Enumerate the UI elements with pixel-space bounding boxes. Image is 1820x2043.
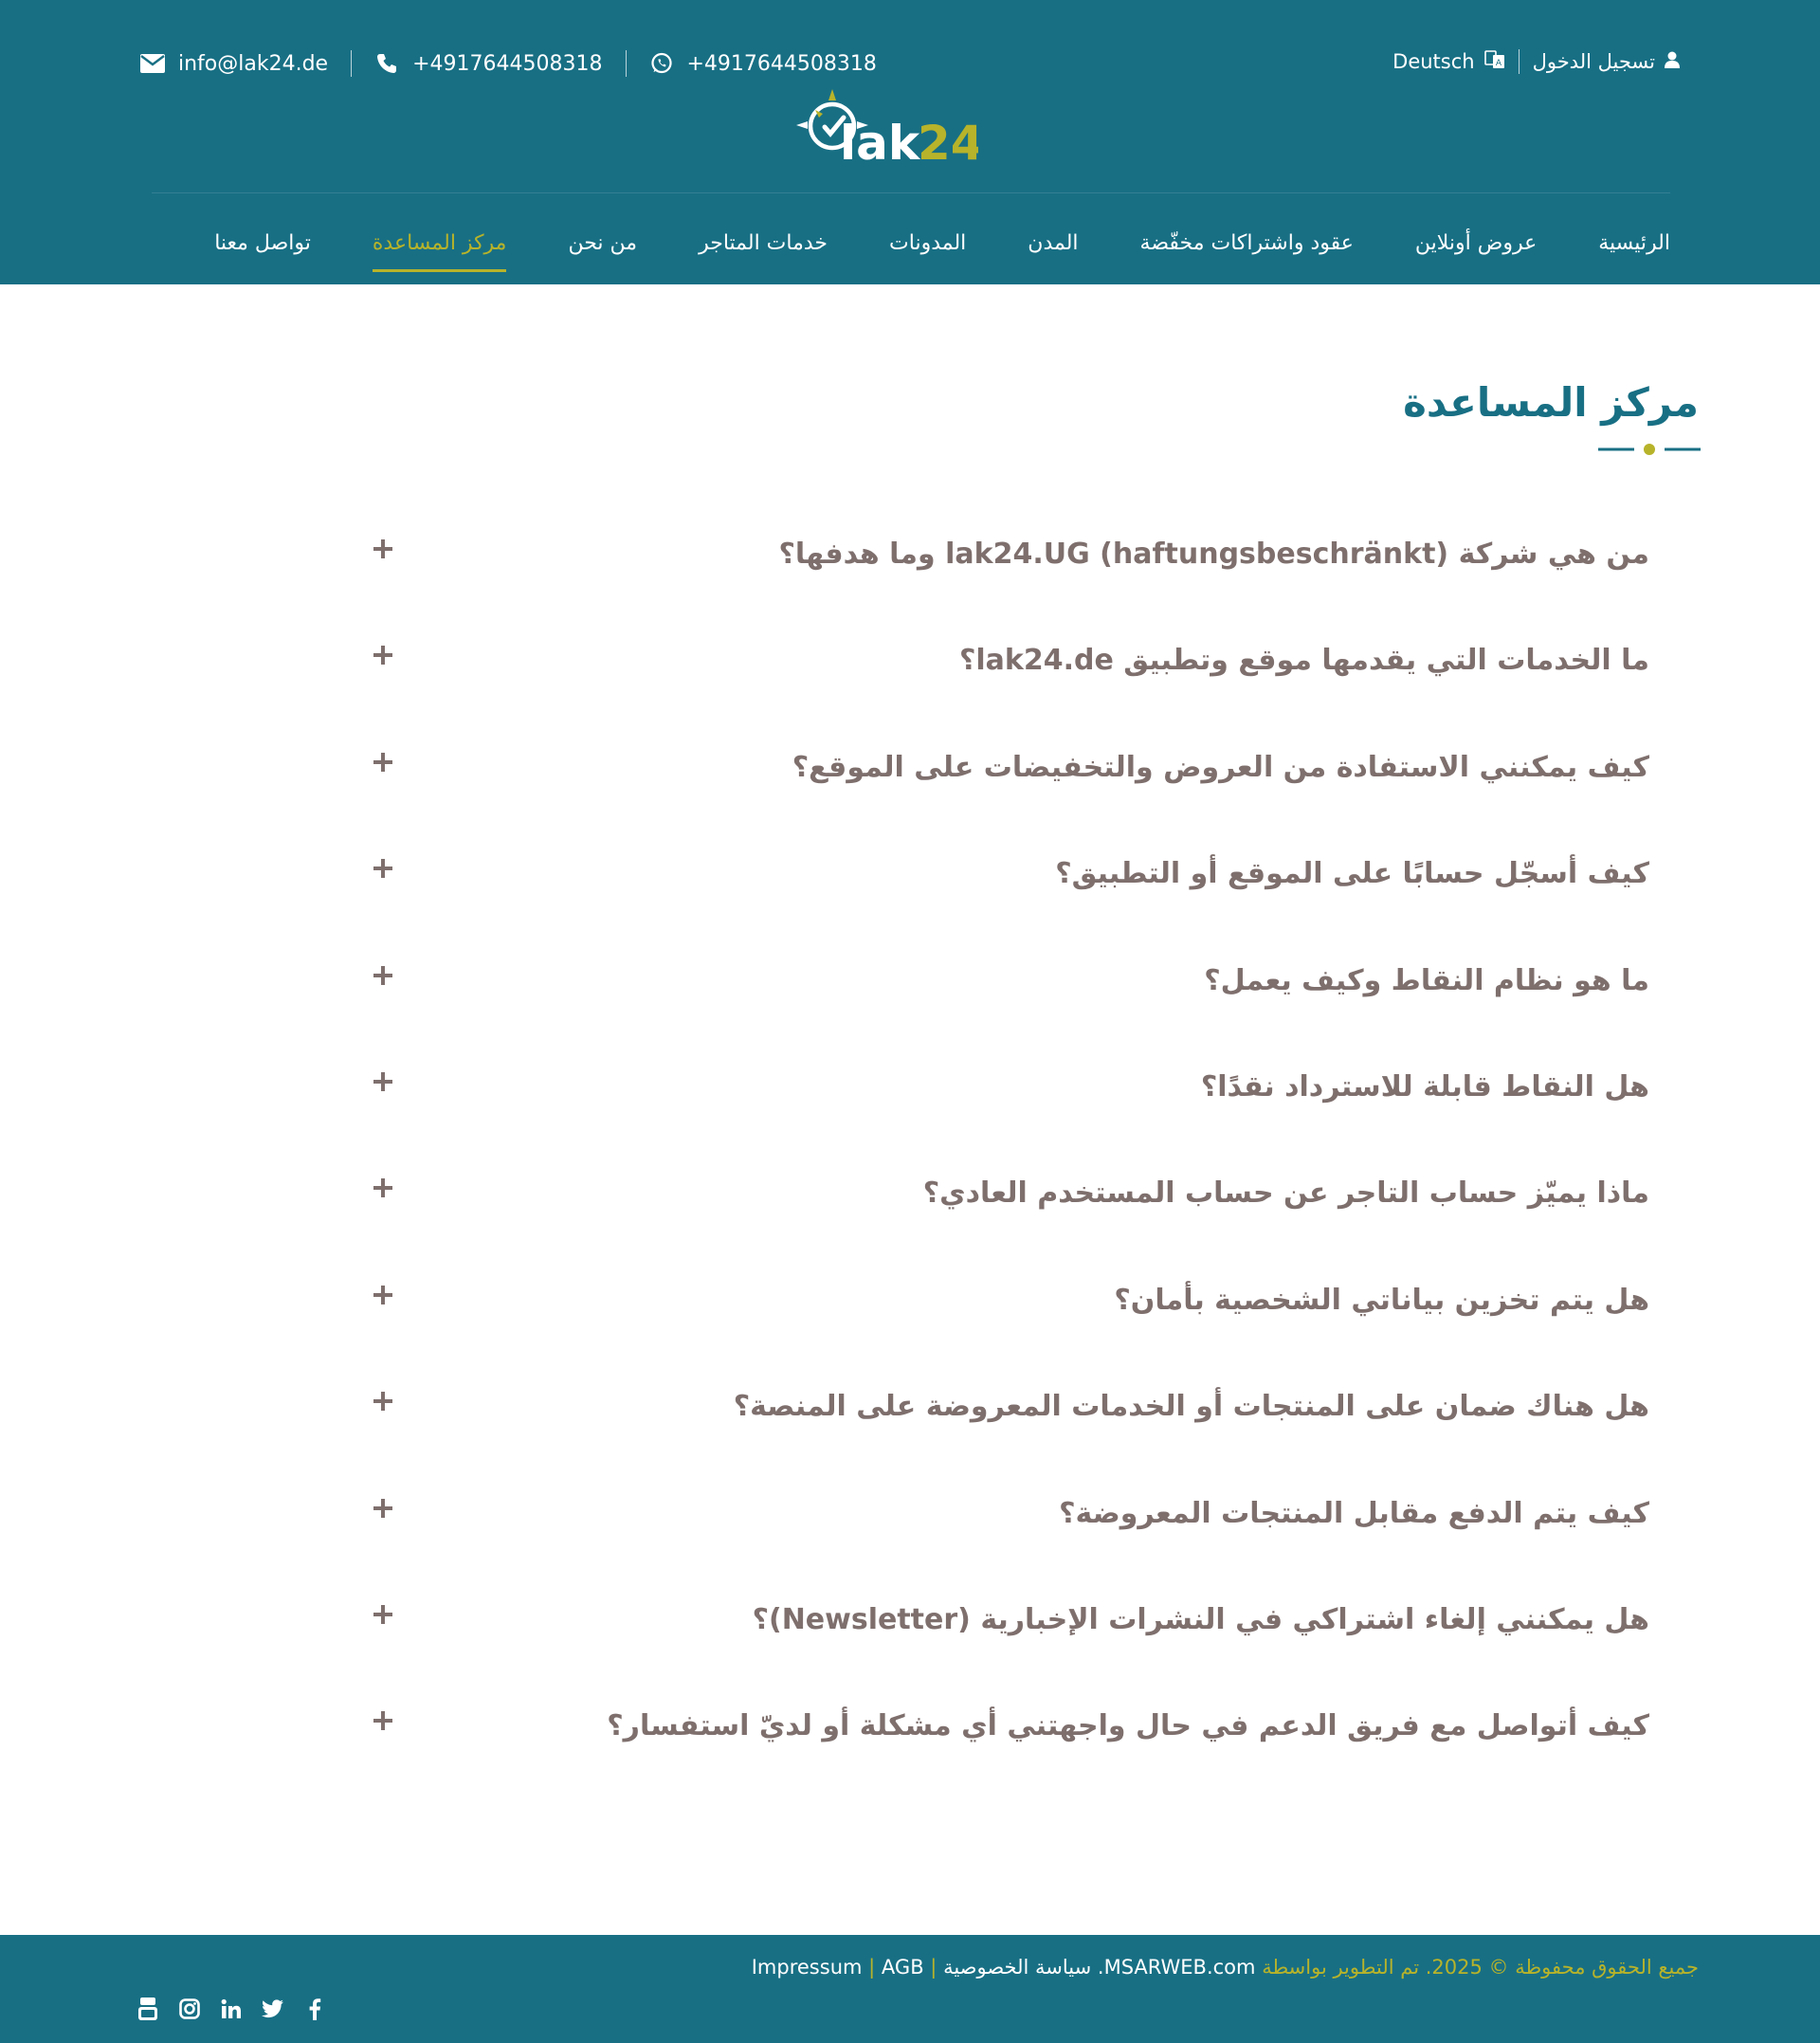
plus-icon[interactable] — [373, 1072, 392, 1091]
envelope-icon — [140, 51, 165, 76]
header-divider — [152, 192, 1670, 193]
faq-question: ماذا يميّز حساب التاجر عن حساب المستخدم العادي؟ — [922, 1177, 1649, 1211]
plus-icon[interactable] — [373, 859, 392, 878]
contact-bar — [140, 49, 877, 78]
plus-icon[interactable] — [373, 1286, 392, 1304]
faq-item[interactable] — [370, 1486, 1649, 1592]
site-logo[interactable] — [792, 83, 978, 171]
divider — [351, 50, 352, 77]
faq-item[interactable] — [370, 1165, 1649, 1271]
plus-icon[interactable] — [373, 1499, 392, 1518]
agb-link[interactable]: AGB — [881, 1956, 924, 1979]
copyright-text: جميع الحقوق محفوظة © 2025. تم التطوير بواسطة — [1262, 1956, 1699, 1979]
whatsapp-icon — [649, 51, 674, 76]
faq-item[interactable] — [370, 1378, 1649, 1485]
faq-item[interactable] — [370, 846, 1649, 952]
account-bar — [1392, 47, 1680, 76]
translate-icon — [1484, 50, 1505, 74]
svg-text:lak: lak — [840, 116, 920, 171]
nav-item-online-offers[interactable]: عروض أونلاين — [1414, 230, 1538, 255]
plus-icon[interactable] — [373, 753, 392, 772]
faq-question: هل يتم تخزين بياناتي الشخصية بأمان؟ — [1114, 1283, 1649, 1317]
title-decoration — [1598, 442, 1701, 455]
youtube-icon[interactable] — [136, 1997, 159, 2020]
phone-text: +4917644508318 — [412, 51, 603, 76]
svg-text:24: 24 — [918, 116, 978, 171]
plus-icon[interactable] — [373, 1711, 392, 1730]
nav-item-cities[interactable]: المدن — [1028, 230, 1079, 255]
faq-item[interactable] — [370, 526, 1649, 632]
twitter-icon[interactable] — [262, 1997, 284, 2020]
faq-item[interactable] — [370, 1059, 1649, 1165]
faq-accordion — [370, 526, 1649, 1805]
nav-item-home[interactable]: الرئيسية — [1598, 230, 1670, 255]
faq-question: كيف يتم الدفع مقابل المنتجات المعروضة؟ — [1059, 1496, 1649, 1530]
whatsapp-text: +4917644508318 — [686, 51, 877, 76]
faq-question: كيف يمكنني الاستفادة من العروض والتخفيضات على الموقع؟ — [792, 750, 1649, 784]
divider — [1519, 49, 1520, 74]
login-link[interactable]: تسجيل الدخول — [1532, 50, 1655, 73]
nav-item-about[interactable]: من نحن — [568, 230, 638, 255]
plus-icon[interactable] — [373, 966, 392, 985]
faq-question: من هي شركة lak24.UG (haftungsbeschränkt) وما هدفها؟ — [778, 538, 1649, 571]
faq-question: هل هناك ضمان على المنتجات أو الخدمات المعروضة على المنصة؟ — [733, 1390, 1649, 1424]
faq-item[interactable] — [370, 953, 1649, 1059]
facebook-icon[interactable] — [303, 1997, 326, 2020]
faq-question: كيف أتواصل مع فريق الدعم في حال واجهتني أي مشكلة أو لديّ استفسار؟ — [607, 1709, 1649, 1743]
faq-question: ما هو نظام النقاط وكيف يعمل؟ — [1204, 963, 1649, 997]
main-nav — [153, 224, 1670, 262]
faq-item[interactable] — [370, 1592, 1649, 1698]
nav-item-contracts[interactable]: عقود واشتراكات مخفّضة — [1139, 230, 1354, 255]
phone-contact[interactable] — [374, 51, 602, 76]
email-contact[interactable] — [140, 51, 328, 76]
site-footer — [0, 1935, 1820, 2043]
instagram-icon[interactable] — [178, 1997, 201, 2020]
privacy-link[interactable]: سياسة الخصوصية — [943, 1956, 1092, 1979]
faq-question: هل يمكنني إلغاء اشتراكي في النشرات الإخبارية (Newsletter)؟ — [752, 1602, 1649, 1636]
svg-text:A: A — [1495, 58, 1502, 68]
impressum-link[interactable]: Impressum — [751, 1956, 863, 1979]
social-links — [136, 1997, 326, 2020]
linkedin-icon[interactable] — [220, 1997, 243, 2020]
nav-item-store-services[interactable]: خدمات المتاجر — [699, 230, 828, 255]
copyright-line — [752, 1956, 1699, 1979]
faq-question: ما الخدمات التي يقدمها موقع وتطبيق lak24.de؟ — [958, 644, 1649, 678]
plus-icon[interactable] — [373, 1392, 392, 1411]
whatsapp-contact[interactable] — [649, 51, 877, 76]
divider — [626, 50, 627, 77]
plus-icon[interactable] — [373, 539, 392, 558]
plus-icon[interactable] — [373, 1605, 392, 1624]
user-icon — [1665, 50, 1680, 73]
faq-question: هل النقاط قابلة للاسترداد نقدًا؟ — [1200, 1069, 1649, 1104]
footer-separator: | — [868, 1956, 876, 1979]
plus-icon[interactable] — [373, 646, 392, 665]
site-header — [0, 0, 1820, 284]
email-text: info@lak24.de — [178, 51, 329, 76]
nav-item-help-center[interactable]: مركز المساعدة — [372, 230, 507, 255]
developer-link[interactable]: MSARWEB.com. — [1097, 1956, 1256, 1979]
plus-icon[interactable] — [373, 1178, 392, 1197]
faq-question: كيف أسجّل حسابًا على الموقع أو التطبيق؟ — [1055, 857, 1649, 891]
faq-item[interactable] — [370, 1698, 1649, 1804]
faq-item[interactable] — [370, 739, 1649, 846]
nav-item-blogs[interactable]: المدونات — [889, 230, 967, 255]
faq-item[interactable] — [370, 1272, 1649, 1378]
footer-separator: | — [930, 1956, 937, 1979]
nav-item-contact[interactable]: تواصل معنا — [214, 230, 311, 255]
language-switch[interactable]: Deutsch — [1392, 50, 1475, 73]
phone-icon — [374, 51, 399, 76]
faq-item[interactable] — [370, 632, 1649, 739]
page-title: مركز المساعدة — [1403, 379, 1699, 426]
